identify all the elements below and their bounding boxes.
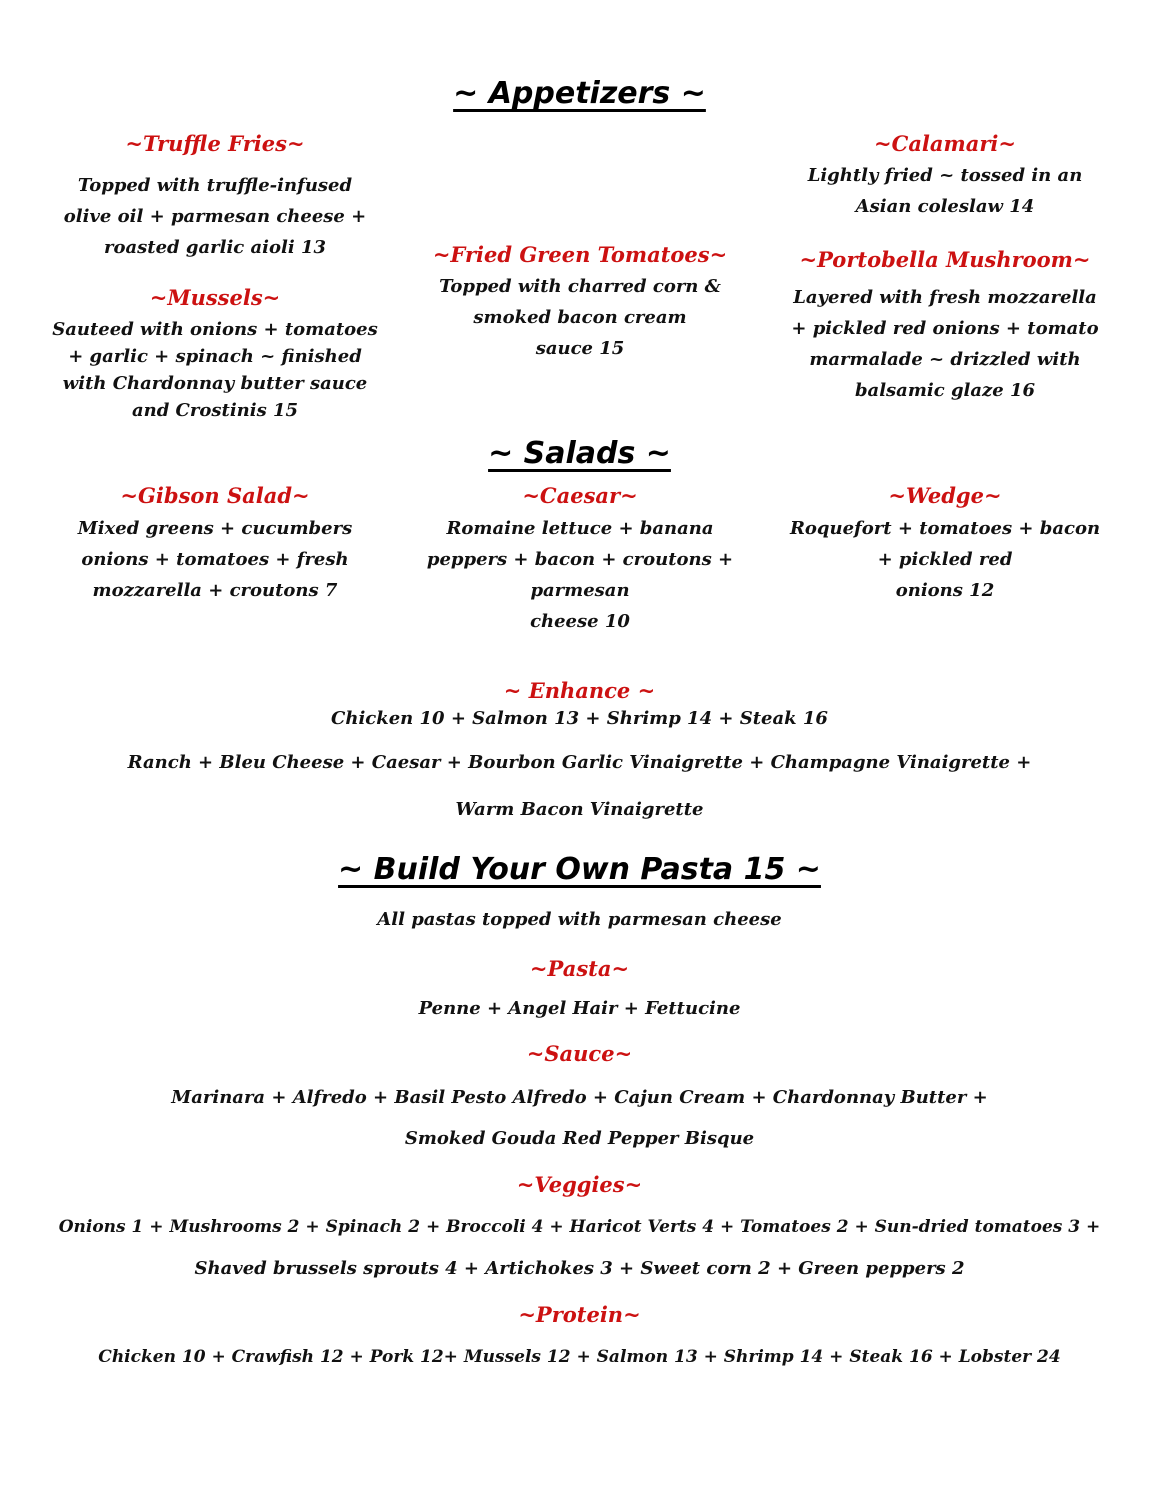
menu-item-caesar (420, 482, 740, 637)
item-title: ~Fried Green Tomatoes~ (432, 242, 728, 267)
item-title: ~Truffle Fries~ (125, 131, 305, 156)
item-desc: Roquefort + tomatoes + bacon + pickled red onions 12 (789, 518, 1101, 601)
menu-item-wedge (785, 482, 1105, 606)
menu-item-portobella-mushroom (780, 246, 1110, 406)
item-desc: Layered with fresh mozzarella + pickled red onions + tomato marmalade ~ drizzled with balsamic glaze 16 (791, 287, 1099, 401)
menu-item-fried-green-tomatoes (420, 241, 740, 364)
sauce-list-line-1: Marinara + Alfredo + Basil Pesto Alfredo + Cajun Cream + Chardonnay Butter + (171, 1087, 988, 1108)
protein-list: Chicken 10 + Crawfish 12 + Pork 12+ Mussels 12 + Salmon 13 + Shrimp 14 + Steak 16 + Lobster 24 (98, 1347, 1061, 1367)
item-desc: Mixed greens + cucumbers onions + tomatoes + fresh mozzarella + croutons 7 (77, 518, 353, 601)
item-desc: Topped with truffle-infused olive oil + parmesan cheese + roasted garlic aioli 13 (63, 175, 367, 258)
menu-item-mussels (50, 284, 380, 424)
veggies-list-line-1: Onions 1 + Mushrooms 2 + Spinach 2 + Broccoli 4 + Haricot Verts 4 + Tomatoes 2 + Sun-dried tomatoes 3 + (58, 1217, 1101, 1237)
pasta-section-title: ~Pasta~ (529, 956, 630, 981)
sauce-section-title: ~Sauce~ (526, 1041, 633, 1066)
appetizers-heading: ~ Appetizers ~ (453, 76, 706, 111)
item-desc: Topped with charred corn & smoked bacon cream sauce 15 (439, 276, 721, 359)
veggies-list-line-2: Shaved brussels sprouts 4 + Artichokes 3 + Sweet corn 2 + Green peppers 2 (194, 1258, 965, 1279)
item-title: ~Calamari~ (874, 131, 1016, 156)
item-title: ~Caesar~ (522, 483, 638, 508)
enhance-dressings-line-2: Warm Bacon Vinaigrette (455, 799, 704, 820)
pasta-note: All pastas topped with parmesan cheese (377, 909, 782, 930)
veggies-section-title: ~Veggies~ (516, 1172, 643, 1197)
enhance-proteins: Chicken 10 + Salmon 13 + Shrimp 14 + Steak 16 (331, 708, 828, 729)
menu-item-calamari (790, 130, 1100, 222)
item-title: ~Mussels~ (149, 285, 281, 310)
item-title: ~Portobella Mushroom~ (799, 247, 1091, 272)
salads-heading: ~ Salads ~ (488, 436, 671, 471)
protein-section-title: ~Protein~ (518, 1302, 641, 1327)
item-desc: Sauteed with onions + tomatoes + garlic + spinach ~ finished with Chardonnay butter sauce and Crostinis 15 (52, 319, 378, 421)
item-title: ~Wedge~ (888, 483, 1002, 508)
item-desc: Lightly fried ~ tossed in an Asian coleslaw 14 (807, 165, 1083, 217)
pasta-list: Penne + Angel Hair + Fettucine (418, 998, 741, 1019)
item-desc: Romaine lettuce + banana peppers + bacon + croutons + parmesan cheese 10 (426, 518, 734, 632)
sauce-list-line-2: Smoked Gouda Red Pepper Bisque (404, 1128, 755, 1149)
item-title: ~Gibson Salad~ (120, 483, 310, 508)
enhance-dressings-line-1: Ranch + Bleu Cheese + Caesar + Bourbon Garlic Vinaigrette + Champagne Vinaigrette + (127, 752, 1032, 773)
pasta-heading: ~ Build Your Own Pasta 15 ~ (338, 852, 821, 887)
menu-item-truffle-fries (60, 130, 370, 263)
enhance-title: ~ Enhance ~ (503, 678, 656, 703)
menu-item-gibson-salad (60, 482, 370, 606)
